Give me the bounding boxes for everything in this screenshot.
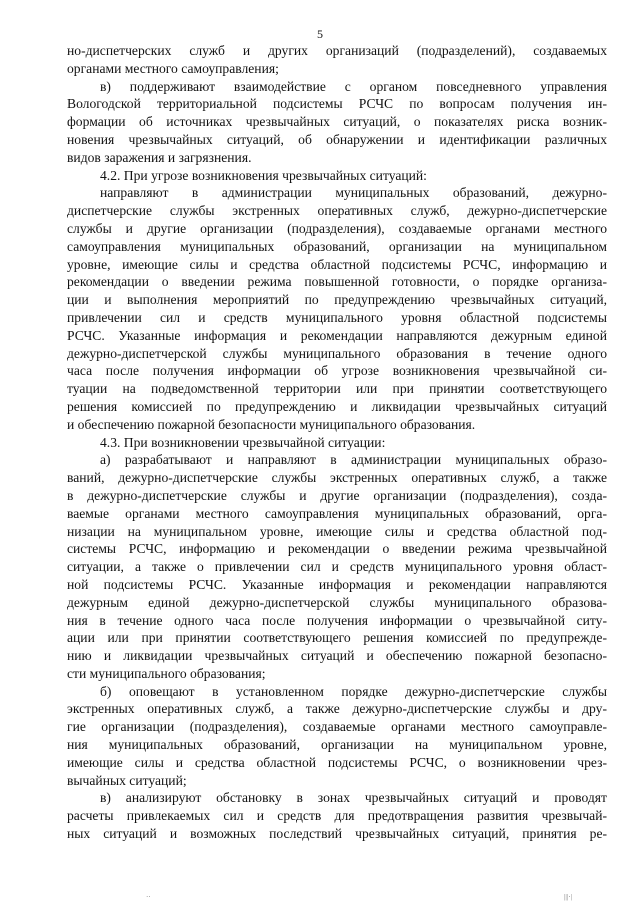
text-line: формации об источниках чрезвычайных ситуаций, о показателях риска возник- xyxy=(67,114,607,130)
text-line: низации на муниципальном уровне, имеющие силы и средства областной под- xyxy=(67,523,607,539)
text-line: решения комиссией по предупреждению и ликвидации чрезвычайных ситуаций xyxy=(67,398,607,414)
text-line: часа после получения информации об угрозе возникновения чрезвычайной си- xyxy=(67,363,607,379)
text-line: дежурно-диспетчерской службы муниципального образования в течение одного xyxy=(67,345,607,361)
text-line: самоуправления муниципальных образований, организации на муниципальном xyxy=(67,238,607,254)
text-line: Вологодской территориальной подсистемы РСЧС по вопросам получения ин- xyxy=(67,96,607,112)
text-line: ния в течение одного часа после получения информации о чрезвычайной ситу- xyxy=(67,612,607,628)
text-line: туации на подведомственной территории или при принятии соответствующего xyxy=(67,381,607,397)
text-line: а) разрабатывают и направляют в администрации муниципальных образо- xyxy=(100,452,607,468)
text-line: нию и ликвидации чрезвычайных ситуаций и обеспечению пожарной безопасно- xyxy=(67,648,607,664)
text-line: в) поддерживают взаимодействие с органом повседневного управления xyxy=(100,78,607,94)
text-line: ции и выполнения мероприятий по предупреждению чрезвычайных ситуаций, xyxy=(67,292,607,308)
text-line: ния муниципальных образований, организации на муниципальном уровне, xyxy=(67,737,607,753)
text-line: дежурным единой дежурно-диспетчерской службы муниципального образова- xyxy=(67,594,607,610)
text-line: службы и другие организации (подразделения), создаваемые органами местного xyxy=(67,220,607,236)
text-line: экстренных оперативных служб, а также дежурно-диспетчерские службы и дру- xyxy=(67,701,607,717)
text-line: расчеты привлекаемых сил и средств для предотвращения развития чрезвычай- xyxy=(67,808,607,824)
text-line: и обеспечению пожарной безопасности муниципального образования. xyxy=(67,416,476,432)
scan-mark-right: |||·| xyxy=(564,893,572,901)
text-line: диспетчерские службы экстренных оперативных служб, дежурно-диспетчерские xyxy=(67,203,607,219)
text-line: б) оповещают в установленном порядке дежурно-диспетчерские службы xyxy=(100,683,607,699)
text-line: 4.3. При возникновении чрезвычайной ситуации: xyxy=(100,434,386,450)
text-line: ваемые органами местного самоуправления муниципальных образований, орга- xyxy=(67,505,607,521)
text-line: вычайных ситуаций; xyxy=(67,772,187,788)
text-line: привлечении сил и средств муниципального уровня областной подсистемы xyxy=(67,309,607,325)
text-line: ной подсистемы РСЧС. Указанные информация и рекомендации направляются xyxy=(67,576,607,592)
text-line: имеющие силы и средства областной подсистемы РСЧС, о возникновении чрез- xyxy=(67,754,607,770)
text-line: видов заражения и загрязнения. xyxy=(67,149,252,165)
text-line: сти муниципального образования; xyxy=(67,665,266,681)
text-line: ации или при принятии соответствующего решения комиссией по предупрежде- xyxy=(67,630,607,646)
text-line: гие организации (подразделения), создаваемые органами местного самоуправле- xyxy=(67,719,607,735)
text-line: ных ситуаций и возможных последствий чрезвычайных ситуаций, принятия ре- xyxy=(67,826,607,842)
text-line: РСЧС. Указанные информация и рекомендации направляются дежурным единой xyxy=(67,327,607,343)
page-number: 5 xyxy=(317,27,323,41)
text-line: направляют в администрации муниципальных образований, дежурно- xyxy=(100,185,607,201)
document-body xyxy=(67,42,607,843)
text-line: ваний, дежурно-диспетчерские службы экстренных оперативных служб, а также xyxy=(67,470,607,486)
text-line: но-диспетчерских служб и других организаций (подразделений), создаваемых xyxy=(67,43,607,58)
text-line: органами местного самоуправления; xyxy=(67,60,279,76)
scan-mark-left: ·· xyxy=(146,893,151,901)
text-line: в дежурно-диспетчерские службы и другие организации (подразделения), созда- xyxy=(67,487,607,503)
text-line: уровне, имеющие силы и средства областной подсистемы РСЧС, информацию и xyxy=(67,256,607,272)
text-line: ситуации, а также о привлечении сил и средств муниципального уровня област- xyxy=(67,559,607,575)
text-line: системы РСЧС, информацию и рекомендации о введении режима чрезвычайной xyxy=(67,541,607,557)
text-line: в) анализируют обстановку в зонах чрезвычайных ситуаций и проводят xyxy=(100,790,607,806)
text-line: рекомендации о введении режима повышенной готовности, о порядке организа- xyxy=(67,274,607,290)
text-line: 4.2. При угрозе возникновения чрезвычайных ситуаций: xyxy=(100,167,427,183)
text-line: новения чрезвычайных ситуаций, об обнаружении и идентификации различных xyxy=(67,131,607,147)
